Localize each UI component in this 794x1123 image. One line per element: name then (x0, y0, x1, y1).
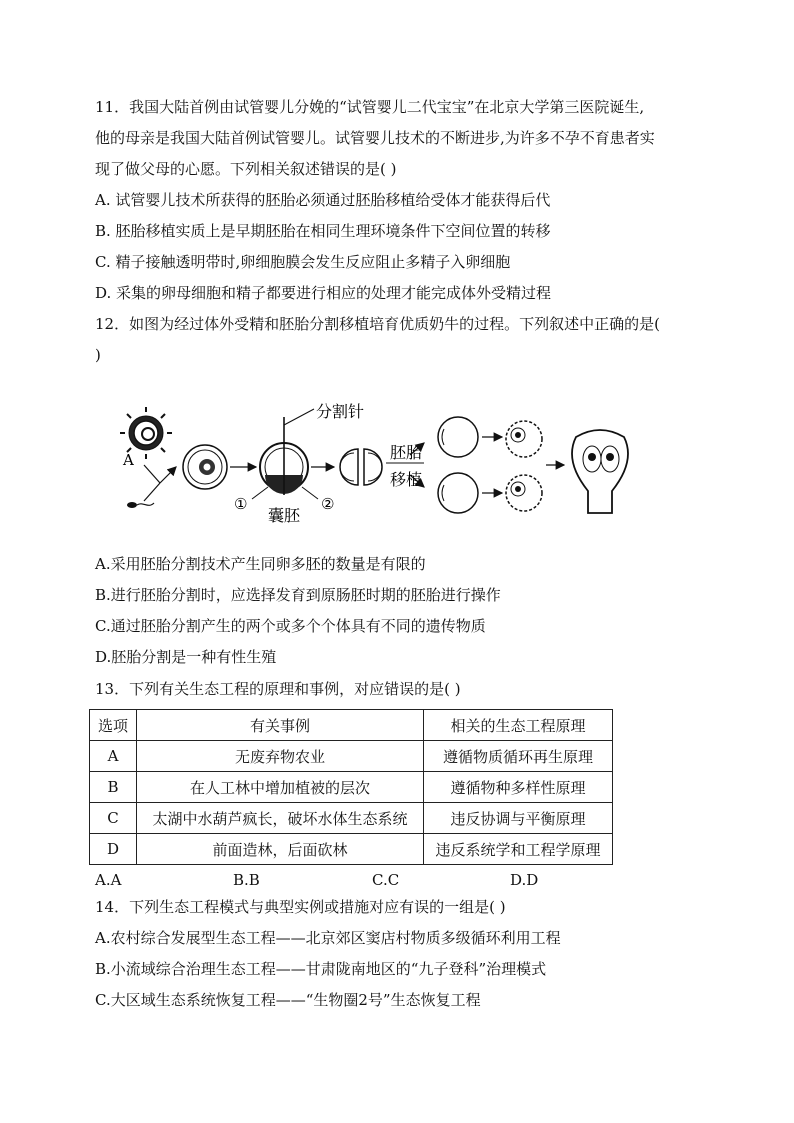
table-cell: 太湖中水葫芦疯长，破坏水体生态系统 (137, 803, 424, 834)
embryo-splitting-diagram (118, 395, 638, 530)
table-cell: 违反协调与平衡原理 (424, 803, 613, 834)
table-header-cell: 相关的生态工程原理 (424, 710, 613, 741)
table-cell: A (90, 741, 137, 772)
zygote-icon (183, 445, 227, 489)
q12-option-b: B.进行胚胎分割时，应选择发育到原肠胚时期的胚胎进行操作 (95, 586, 501, 604)
q14-stem: 14．下列生态工程模式与典型实例或措施对应有误的一组是( ) (95, 898, 506, 916)
table-cell: 违反系统学和工程学原理 (424, 834, 613, 865)
q13-choice-a: A.A (95, 871, 122, 889)
table-cell: 无废弃物农业 (137, 741, 424, 772)
q11-option-c: C. 精子接触透明带时,卵细胞膜会发生反应阻止多精子入卵细胞 (95, 253, 511, 271)
q14-option-c: C.大区域生态系统恢复工程——“生物圈2号”生态恢复工程 (95, 991, 481, 1009)
table-cell: 遵循物质循环再生原理 (424, 741, 613, 772)
q12-option-d: D.胚胎分割是一种有性生殖 (95, 648, 277, 666)
blastocyst-icon (260, 417, 308, 495)
q14-option-a: A.农村综合发展型生态工程——北京郊区窦店村物质多级循环利用工程 (95, 929, 561, 947)
q14-option-b: B.小流域综合治理生态工程——甘肃陇南地区的“九子登科”治理模式 (95, 960, 547, 978)
q13-choice-b: B.B (233, 871, 260, 889)
embryo-upper-icon (438, 417, 478, 457)
q12-option-a: A.采用胚胎分割技术产生同卵多胚的数量是有限的 (95, 555, 426, 573)
table-header-cell: 选项 (90, 710, 137, 741)
q12-stem-line2: ) (95, 346, 101, 364)
q12-stem-line1: 12．如图为经过体外受精和胚胎分割移植培育优质奶牛的过程。下列叙述中正确的是( (95, 315, 660, 333)
table-cell: D (90, 834, 137, 865)
q11-stem-line1: 11．我国大陆首例由试管婴儿分娩的“试管婴儿二代宝宝”在北京大学第三医院诞生, (95, 98, 645, 116)
sperm-icon (127, 502, 154, 508)
q11-option-b: B. 胚胎移植实质上是早期胚胎在相同生理环境条件下空间位置的转移 (95, 222, 551, 240)
embryo-lower-icon (438, 473, 478, 513)
table-cell: C (90, 803, 137, 834)
table-row (90, 772, 613, 803)
table-row (90, 803, 613, 834)
label-transfer-2: 移植 (390, 470, 423, 489)
label-transfer-1: 胚胎 (390, 443, 423, 462)
label-needle: 分割针 (316, 402, 365, 421)
q13-stem: 13．下列有关生态工程的原理和事例，对应错误的是( ) (95, 680, 461, 698)
q13-choice-d: D.D (510, 871, 539, 889)
uterus-icon (572, 430, 628, 513)
table-row (90, 834, 613, 865)
table-row (90, 741, 613, 772)
q11-option-a: A. 试管婴儿技术所获得的胚胎必须通过胚胎移植给受体才能获得后代 (95, 191, 551, 209)
q11-stem-line3: 现了做父母的心愿。下列相关叙述错误的是( ) (95, 160, 397, 178)
q12-option-c: C.通过胚胎分割产生的两个或多个个体具有不同的遗传物质 (95, 617, 486, 635)
label-1: ① (234, 495, 248, 513)
q11-option-d: D. 采集的卵母细胞和精子都要进行相应的处理才能完成体外受精过程 (95, 284, 552, 302)
label-a: A (123, 451, 134, 469)
q13-choice-c: C.C (372, 871, 400, 889)
split-halves-icon (340, 449, 382, 485)
table-cell: B (90, 772, 137, 803)
table-cell: 遵循物种多样性原理 (424, 772, 613, 803)
label-blastocyst: 囊胚 (268, 506, 301, 525)
label-2: ② (321, 495, 335, 513)
table-header-row (90, 710, 613, 741)
table-cell: 在人工林中增加植被的层次 (137, 772, 424, 803)
hatched-blastocyst-upper-icon (506, 421, 542, 457)
q11-stem-line2: 他的母亲是我国大陆首例试管婴儿。试管婴儿技术的不断进步,为许多不孕不育患者实 (95, 129, 655, 147)
hatched-blastocyst-lower-icon (506, 475, 542, 511)
table-cell: 前面造林，后面砍林 (137, 834, 424, 865)
table-header-cell: 有关事例 (137, 710, 424, 741)
q13-table (89, 709, 613, 865)
